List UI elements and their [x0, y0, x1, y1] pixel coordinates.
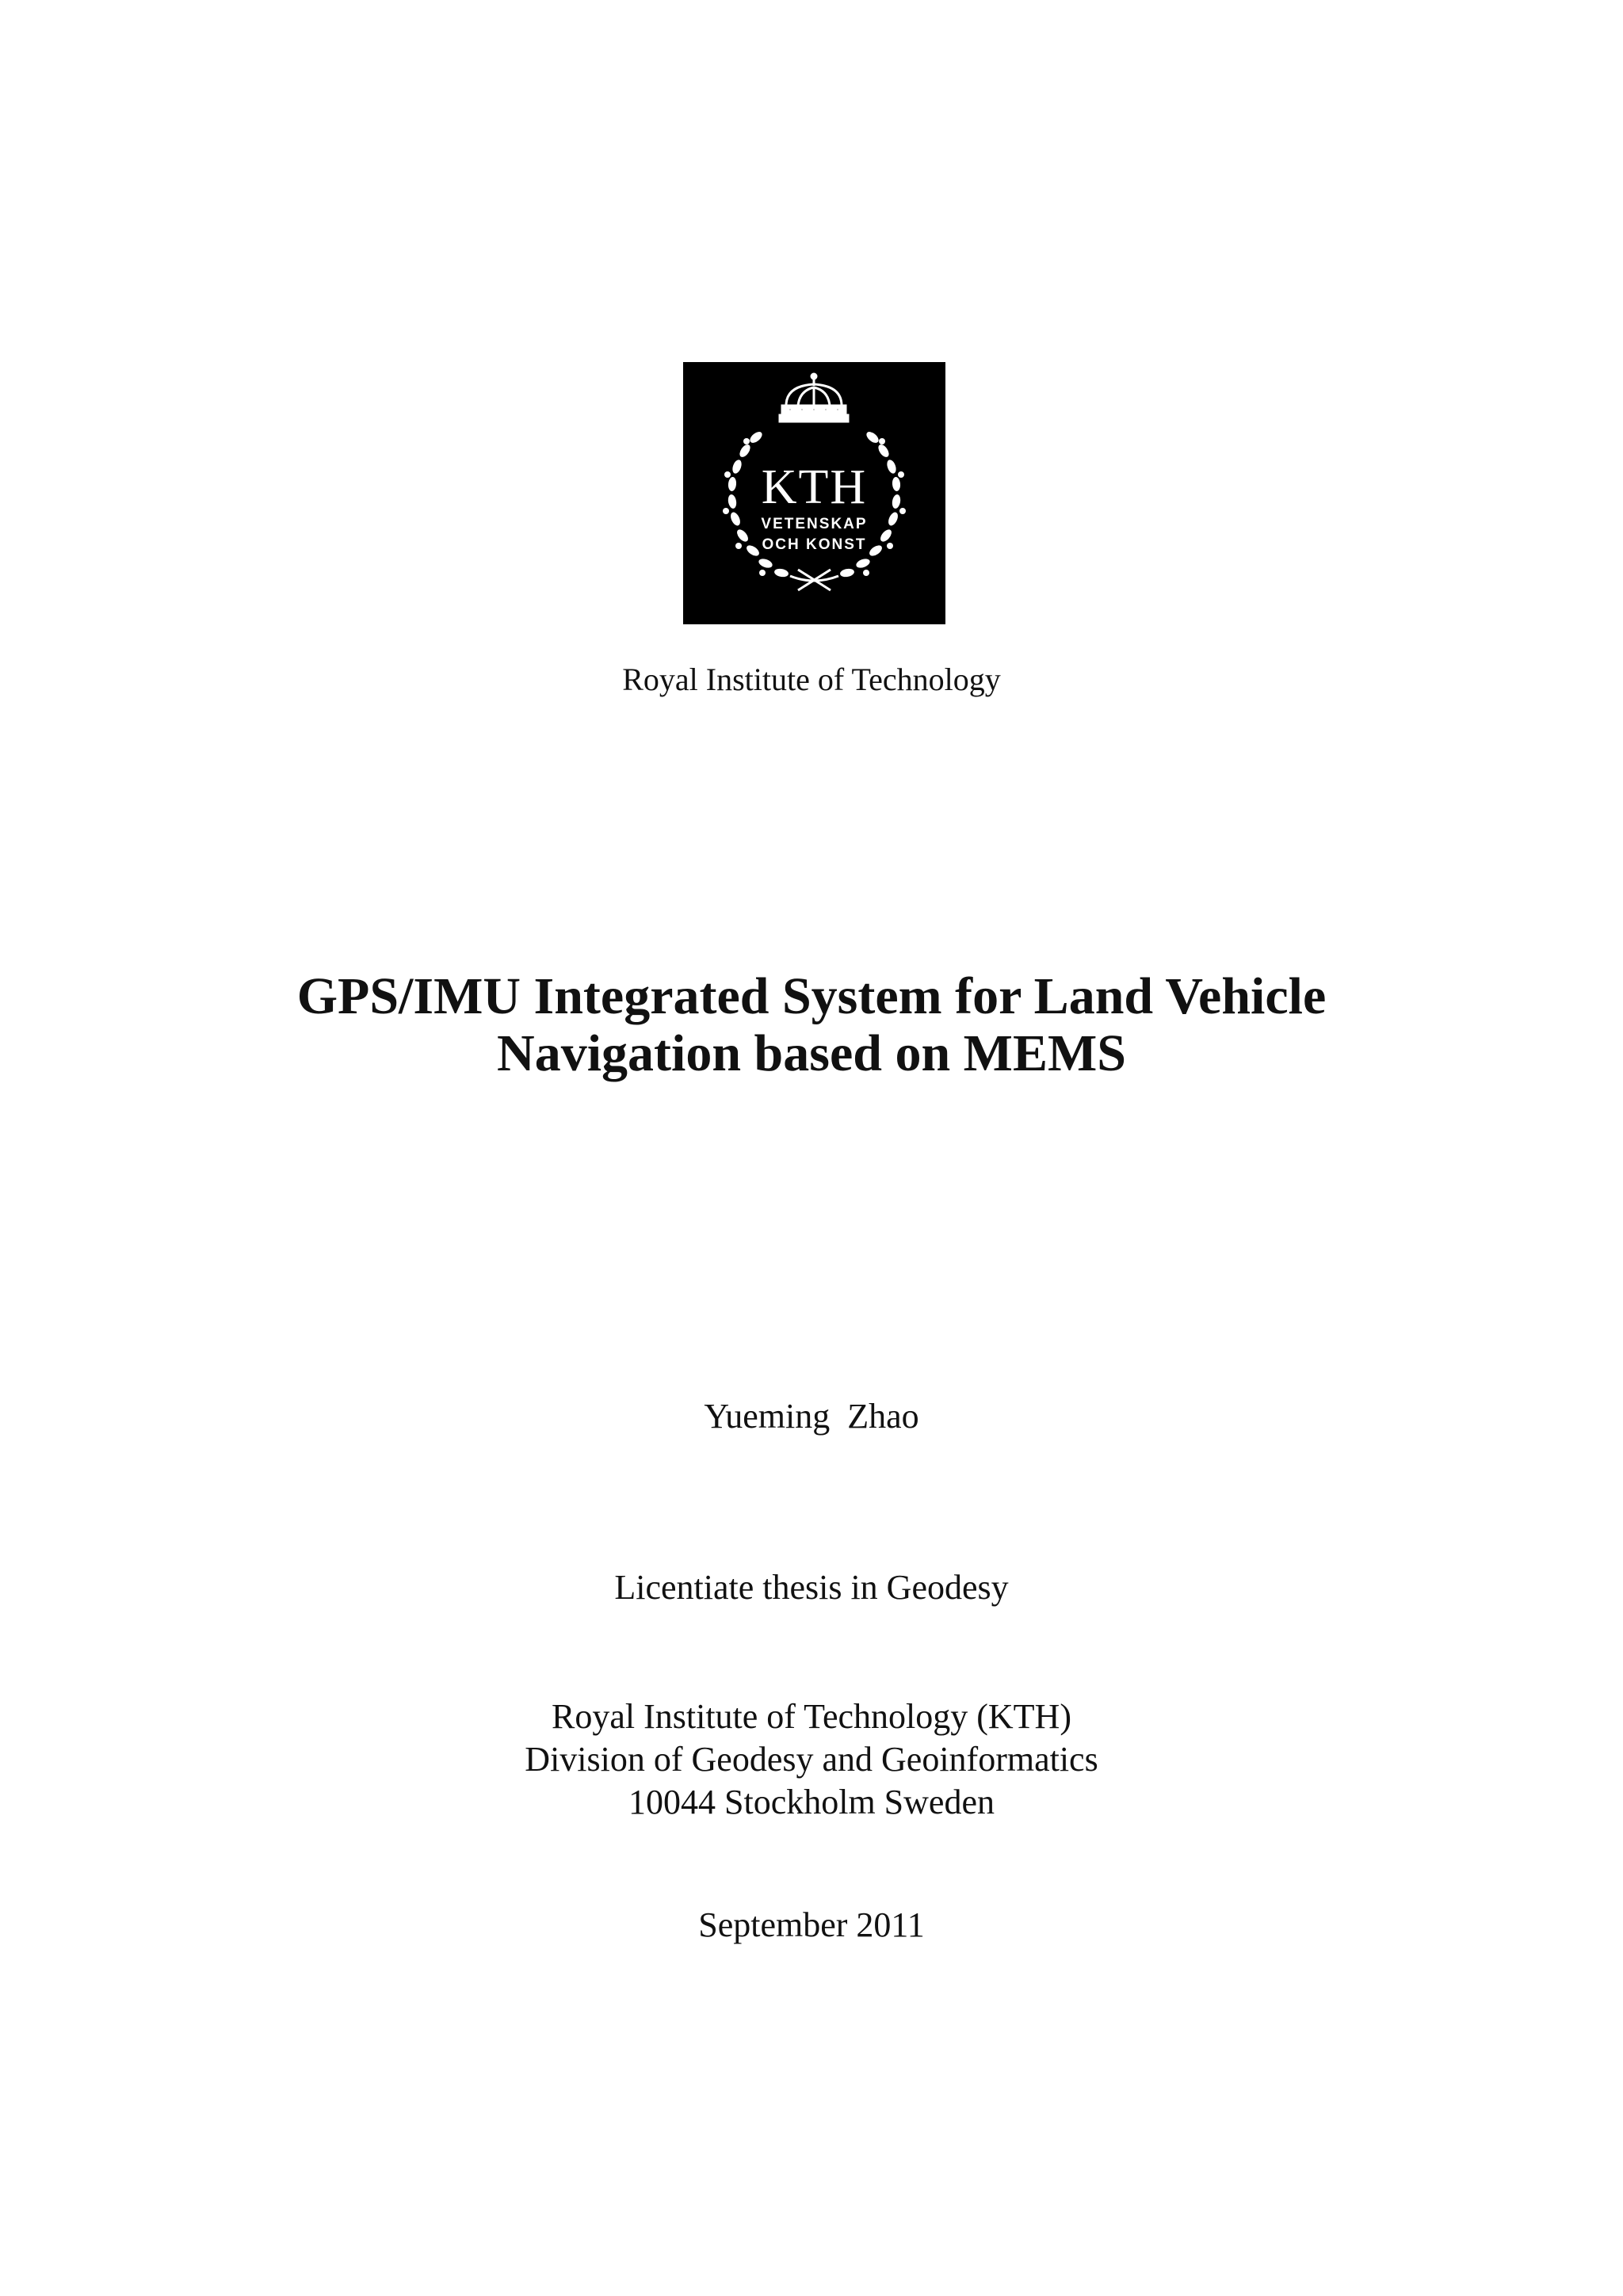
publication-date: September 2011 — [698, 1905, 925, 1944]
author-name: Yueming Zhao — [704, 1397, 919, 1436]
address-line3: 10044 Stockholm Sweden — [628, 1783, 995, 1821]
address-line2: Division of Geodesy and Geoinformatics — [525, 1740, 1098, 1779]
logo-line1-text: VETENSKAP — [761, 516, 868, 532]
logo-main-text: KTH — [761, 460, 868, 514]
address-line1: Royal Institute of Technology (KTH) — [552, 1697, 1071, 1736]
logo-line2-text: OCH KONST — [762, 536, 867, 553]
address-block — [0, 1695, 1623, 1824]
institution-name: Royal Institute of Technology — [622, 662, 1001, 697]
thesis-title-line2: Navigation based on MEMS — [497, 1024, 1126, 1082]
thesis-title — [0, 968, 1623, 1082]
kth-logo — [683, 362, 945, 624]
thesis-title-line1: GPS/IMU Integrated System for Land Vehicle — [296, 967, 1327, 1025]
kth-seal-icon — [683, 362, 945, 624]
thesis-type: Licentiate thesis in Geodesy — [614, 1568, 1009, 1607]
